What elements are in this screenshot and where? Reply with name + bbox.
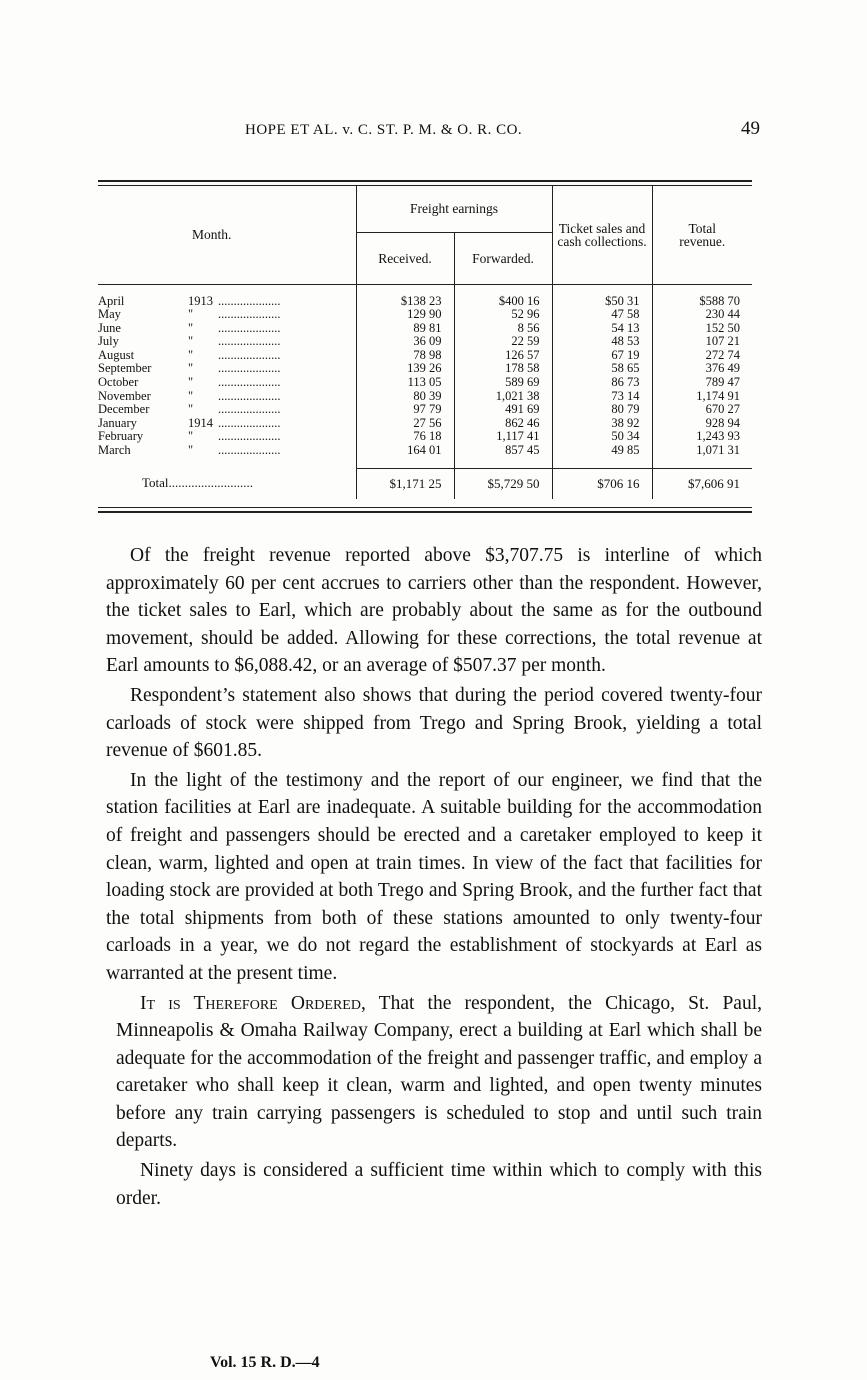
month-cell (98, 403, 356, 417)
ticket-cell: 48 53 (552, 335, 652, 349)
leader-dots: .................... (218, 429, 281, 444)
leader-dots: .................... (218, 375, 281, 390)
month-name: December (98, 402, 150, 417)
received-cell: $138 23 (356, 295, 454, 309)
month-name: July (98, 334, 119, 349)
paragraph-3: In the light of the testimony and the report of our engineer, we find that the station facilities at Earl are inadequate. A suitable building for the accommodation of freight and passengers should be erected and a caretaker employed to keep it clean, warm, lighted and open at train times. In view of the fact that facilities for loading stock are provided at both Trego and Spring Brook, and the further fact that the total shipments from both of these stations amounted to only twenty-four carloads in a year, we do not regard the establishment of stockyards at Earl as warranted at the present time. (106, 769, 762, 984)
ticket-cell: 54 13 (552, 322, 652, 336)
ticket-cell: 86 73 (552, 376, 652, 390)
received-cell: 78 98 (356, 349, 454, 363)
received-cell: 113 05 (356, 376, 454, 390)
month-name: September (98, 361, 152, 376)
table-row (98, 444, 752, 458)
ticket-cell: 50 34 (552, 430, 652, 444)
month-year: " (188, 361, 194, 376)
ticket-cell: 58 65 (552, 362, 652, 376)
forwarded-cell: 126 57 (454, 349, 552, 363)
forwarded-cell: 1,021 38 (454, 390, 552, 404)
month-name: August (98, 347, 135, 362)
month-name: February (98, 429, 144, 444)
table-row (98, 376, 752, 390)
paragraph-2: Respondent’s statement also shows that during the period covered twenty-four carloads of stock were shipped from Trego and Spring Brook, yielding a total revenue of $601.85. (106, 684, 762, 762)
header-total-revenue: Total revenue. (652, 186, 752, 284)
month-name: May (98, 307, 121, 322)
total-ticket: $706 16 (552, 468, 652, 499)
received-cell: 36 09 (356, 335, 454, 349)
ticket-cell: $50 31 (552, 295, 652, 309)
month-cell (98, 308, 356, 322)
order-text: That the respondent, the Chicago, St. Paul, Minneapolis & Omaha Railway Company, erect a building at Earl which shall be adequate for the accommodation of the freight and passenger traffic, and employ a caretaker who shall keep it clean, warm and lighted, and open twenty minutes before any train carrying passengers is scheduled to stop and until such train departs. (116, 992, 762, 1152)
month-year: " (188, 443, 194, 458)
ticket-cell: 47 58 (552, 308, 652, 322)
forwarded-cell: 22 59 (454, 335, 552, 349)
month-name: January (98, 415, 137, 430)
received-cell: 139 26 (356, 362, 454, 376)
month-cell (98, 417, 356, 431)
month-cell (98, 376, 356, 390)
total-cell: 107 21 (652, 335, 752, 349)
table-row (98, 430, 752, 444)
table-row (98, 295, 752, 309)
total-cell: 1,243 93 (652, 430, 752, 444)
month-cell (98, 362, 356, 376)
month-cell (98, 322, 356, 336)
month-cell (98, 444, 356, 458)
month-year: " (188, 402, 194, 417)
leader-dots: .................... (218, 415, 281, 430)
closing-paragraph: Ninety days is considered a sufficient time within which to comply with this order. (116, 1160, 762, 1209)
page-number: 49 (741, 118, 760, 139)
total-received: $1,171 25 (356, 468, 454, 499)
received-cell: 164 01 (356, 444, 454, 458)
total-cell: 1,071 31 (652, 444, 752, 458)
table-total-row (98, 468, 752, 499)
revenue-table (98, 180, 752, 513)
header-ticket-sales: Ticket sales and cash collections. (552, 186, 652, 284)
month-year: 1914 (188, 415, 213, 430)
received-cell: 129 90 (356, 308, 454, 322)
leader-dots: .................... (218, 320, 281, 335)
total-label-cell (98, 468, 356, 499)
order-lead: It is Therefore Ordered, (140, 992, 366, 1014)
forwarded-cell: 857 45 (454, 444, 552, 458)
footer-signature: Vol. 15 R. D.—4 (210, 1354, 320, 1371)
month-year: " (188, 388, 194, 403)
table-row (98, 322, 752, 336)
forwarded-cell: $400 16 (454, 295, 552, 309)
total-cell: 376 49 (652, 362, 752, 376)
leader-dots: .................... (218, 361, 281, 376)
total-label: Total (142, 475, 169, 491)
received-cell: 89 81 (356, 322, 454, 336)
running-head: HOPE ET AL. v. C. ST. P. M. & O. R. CO. (245, 122, 523, 138)
header-freight-earnings: Freight earnings (356, 186, 552, 232)
table-bottom-rule-2 (98, 511, 752, 513)
month-cell (98, 295, 356, 309)
leader-dots: .................... (218, 347, 281, 362)
received-cell: 80 39 (356, 390, 454, 404)
table-row (98, 390, 752, 404)
total-cell: $588 70 (652, 295, 752, 309)
leader-dots: .................... (218, 388, 281, 403)
ticket-cell: 38 92 (552, 417, 652, 431)
table-row (98, 335, 752, 349)
month-name: March (98, 443, 131, 458)
total-cell: 272 74 (652, 349, 752, 363)
month-year: " (188, 375, 194, 390)
month-cell (98, 390, 356, 404)
received-cell: 97 79 (356, 403, 454, 417)
forwarded-cell: 8 56 (454, 322, 552, 336)
month-name: October (98, 375, 139, 390)
leader-dots: .................... (218, 334, 281, 349)
month-cell (98, 335, 356, 349)
month-year: " (188, 307, 194, 322)
table-row (98, 362, 752, 376)
ticket-cell: 67 19 (552, 349, 652, 363)
month-cell (98, 349, 356, 363)
leader-dots: .................... (218, 402, 281, 417)
month-cell (98, 430, 356, 444)
total-revenue: $7,606 91 (652, 468, 752, 499)
forwarded-cell: 862 46 (454, 417, 552, 431)
total-cell: 1,174 91 (652, 390, 752, 404)
forwarded-cell: 491 69 (454, 403, 552, 417)
month-year: 1913 (188, 293, 213, 308)
table-row (98, 403, 752, 417)
received-cell: 76 18 (356, 430, 454, 444)
header-forwarded: Forwarded. (454, 232, 552, 284)
ticket-cell: 49 85 (552, 444, 652, 458)
page-header (110, 118, 760, 144)
forwarded-cell: 589 69 (454, 376, 552, 390)
header-received: Received. (356, 232, 454, 284)
table-row (98, 308, 752, 322)
total-cell: 670 27 (652, 403, 752, 417)
total-forwarded: $5,729 50 (454, 468, 552, 499)
month-year: " (188, 334, 194, 349)
month-name: June (98, 320, 121, 335)
paragraph-1: Of the freight revenue reported above $3,707.75 is interline of which approximately 60 per cent accrues to carriers other than the respondent. However, the ticket sales to Earl, which are probably about the same as for the outbound movement, should be added. Allowing for these corrections, the total revenue at Earl amounts to $6,088.42, or an average of $507.37 per month. (106, 545, 762, 677)
total-leader-dots: .......................... (168, 475, 254, 491)
month-name: November (98, 388, 151, 403)
order-paragraph (116, 990, 762, 1156)
header-month: Month. (192, 227, 232, 243)
forwarded-cell: 178 58 (454, 362, 552, 376)
leader-dots: .................... (218, 307, 281, 322)
ticket-cell: 80 79 (552, 403, 652, 417)
total-cell: 152 50 (652, 322, 752, 336)
table-row (98, 349, 752, 363)
leader-dots: .................... (218, 293, 281, 308)
table-top-rule (98, 180, 752, 182)
total-cell: 230 44 (652, 308, 752, 322)
forwarded-cell: 52 96 (454, 308, 552, 322)
body-text (106, 542, 762, 1214)
month-name: April (98, 293, 125, 308)
ticket-cell: 73 14 (552, 390, 652, 404)
table-bottom-rule (98, 507, 752, 508)
table-row (98, 417, 752, 431)
leader-dots: .................... (218, 443, 281, 458)
received-cell: 27 56 (356, 417, 454, 431)
month-year: " (188, 320, 194, 335)
month-year: " (188, 347, 194, 362)
forwarded-cell: 1,117 41 (454, 430, 552, 444)
total-cell: 789 47 (652, 376, 752, 390)
total-cell: 928 94 (652, 417, 752, 431)
month-year: " (188, 429, 194, 444)
